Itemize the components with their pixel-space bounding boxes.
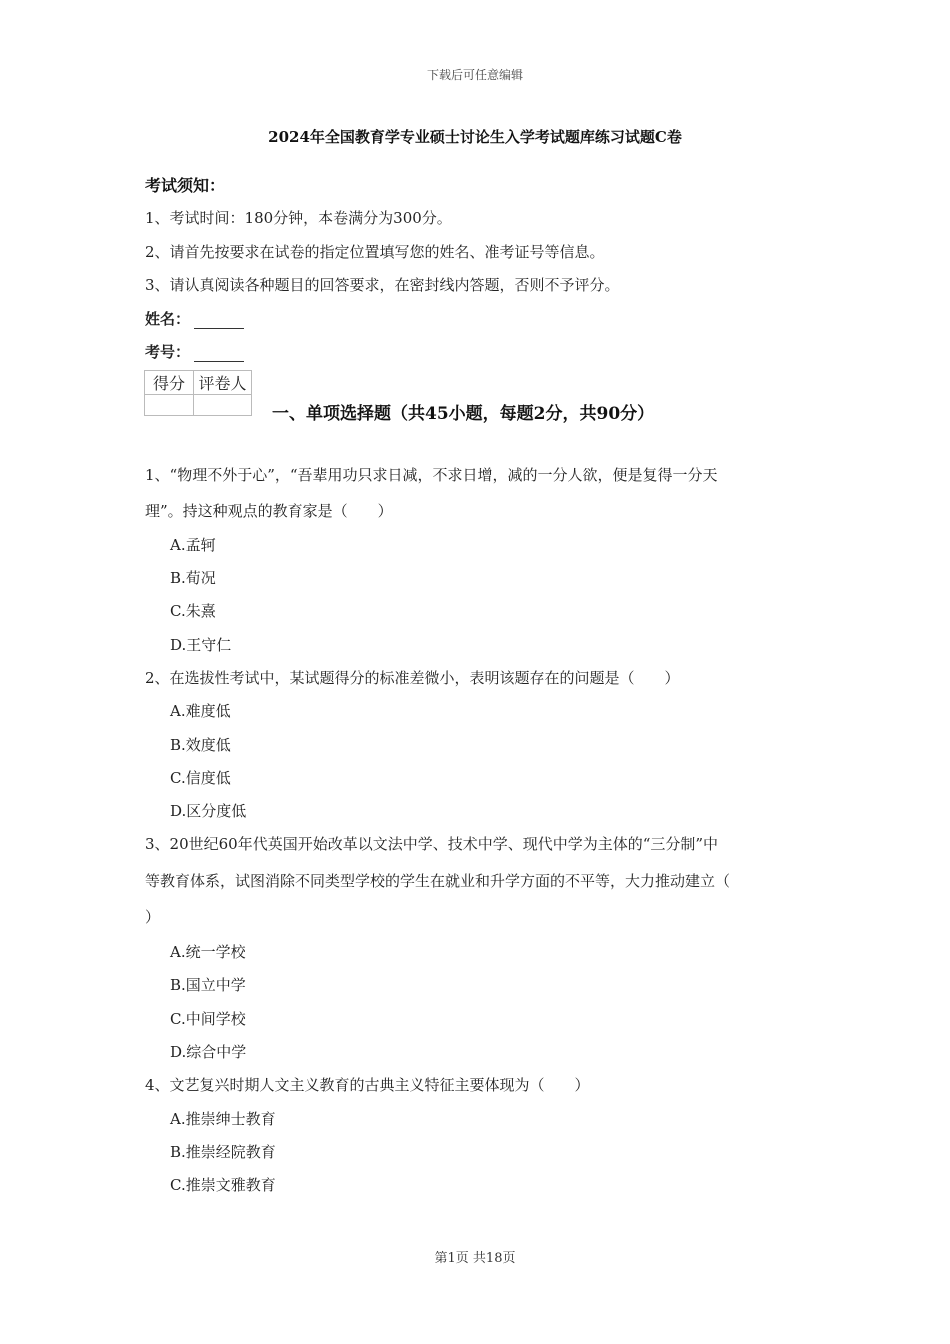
question-text: ） — [145, 908, 161, 926]
grader-cell — [194, 395, 252, 416]
notice-heading: 考试须知： — [145, 176, 226, 195]
score-cell — [145, 395, 194, 416]
question-text: 2、在选拔性考试中，某试题得分的标准差微小，表明该题存在的问题是（ ） — [145, 669, 680, 687]
grader-header: 评卷人 — [194, 371, 252, 395]
exam-title: 2024年全国教育学专业硕士讨论生入学考试题库练习试题C卷 — [268, 128, 682, 146]
option: B.推崇经院教育 — [170, 1143, 276, 1161]
option: C.信度低 — [170, 769, 231, 787]
option: D.综合中学 — [170, 1043, 247, 1061]
option: A.统一学校 — [170, 943, 246, 961]
score-header: 得分 — [145, 371, 194, 395]
notice-item: 2、请首先按要求在试卷的指定位置填写您的姓名、准考证号等信息。 — [145, 243, 605, 261]
page-footer: 第1页 共18页 — [434, 1251, 516, 1266]
name-field — [145, 308, 244, 329]
question-text: 理”。持这种观点的教育家是（ ） — [145, 502, 393, 520]
header-note: 下载后可任意编辑 — [426, 68, 523, 82]
notice-item: 3、请认真阅读各种题目的回答要求，在密封线内答题，否则不予评分。 — [145, 276, 620, 294]
option: D.区分度低 — [170, 802, 247, 820]
id-blank[interactable] — [194, 347, 244, 362]
option: C.中间学校 — [170, 1010, 246, 1028]
question-text: 等教育体系，试图消除不同类型学校的学生在就业和升学方面的不平等，大力推动建立（ — [145, 872, 731, 890]
option: A.孟轲 — [170, 536, 216, 554]
option: A.难度低 — [170, 702, 231, 720]
question-text: 1、“物理不外于心”，“吾辈用功只求日减，不求日增，减的一分人欲，便是复得一分天 — [145, 466, 718, 484]
question-text: 3、20世纪60年代英国开始改革以文法中学、技术中学、现代中学为主体的“三分制”中 — [145, 835, 719, 853]
option: A.推崇绅士教育 — [170, 1110, 276, 1128]
option: B.国立中学 — [170, 976, 246, 994]
id-field — [145, 341, 244, 362]
option: C.推崇文雅教育 — [170, 1176, 276, 1194]
notice-item: 1、考试时间：180分钟，本卷满分为300分。 — [145, 209, 452, 227]
option: D.王守仁 — [170, 636, 232, 654]
score-table — [144, 370, 252, 416]
option: B.效度低 — [170, 736, 231, 754]
id-label: 考号： — [145, 343, 191, 361]
name-label: 姓名： — [145, 310, 191, 328]
question-text: 4、文艺复兴时期人文主义教育的古典主义特征主要体现为（ ） — [145, 1076, 590, 1094]
option: B.荀况 — [170, 569, 216, 587]
option: C.朱熹 — [170, 602, 216, 620]
section-title: 一、单项选择题（共45小题，每题2分，共90分） — [272, 404, 655, 424]
name-blank[interactable] — [194, 314, 244, 329]
